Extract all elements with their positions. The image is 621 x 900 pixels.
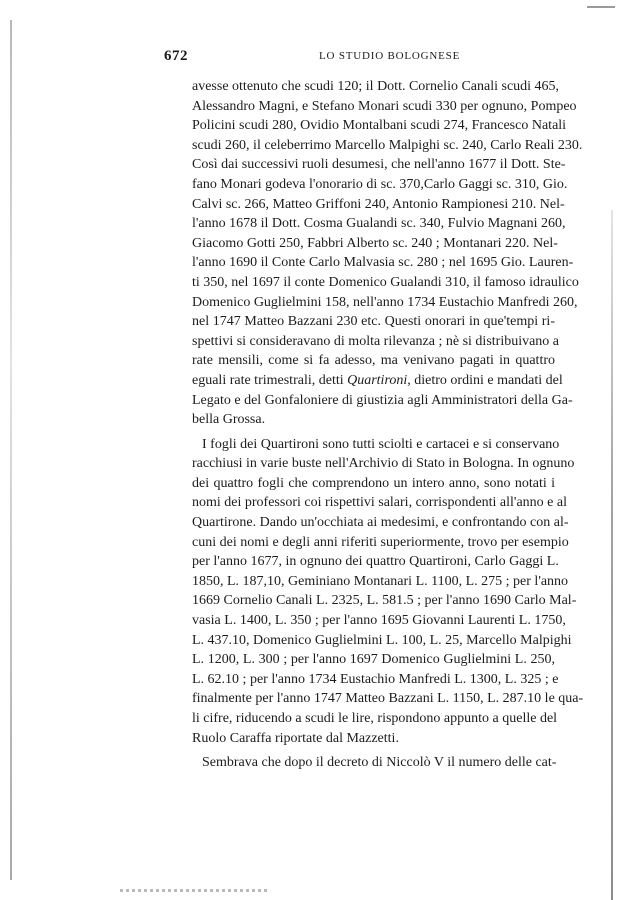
text-line: Legato e del Gonfaloniere di giustizia agli Amministratori della Ga- [192,392,573,408]
text-line: finalmente per l'anno 1747 Matteo Bazzani L. 1150, L. 287.10 le qua- [192,691,584,707]
text-line: vasia L. 1400, L. 350 ; per l'anno 1695 Giovanni Laurenti L. 1750, [192,613,566,629]
text-line: 1850, L. 187,10, Geminiano Montanari L. 1100, L. 275 ; per l'anno [192,573,569,589]
text-line: nomi dei professori coi rispettivi salari, corrispondenti all'anno e al [192,495,567,511]
text-line: Sembrava che dopo il decreto di Niccolò V il numero delle cat- [202,755,557,771]
page-header [164,48,554,66]
text-line: Alessandro Magni, e Stefano Monari scudi 330 per ognuno, Pompeo [192,98,577,114]
text-line: fano Monari godeva l'onorario di sc. 370,Carlo Gaggi sc. 310, Gio. [192,176,568,192]
text-line: Domenico Guglielmini 158, nell'anno 1734 Eustachio Manfredi 260, [192,294,578,310]
text-line: per l'anno 1677, in ognuno dei quattro Quartironi, Carlo Gaggi L. [192,554,559,570]
text-line: Policini scudi 280, Ovidio Montalbani scudi 274, Francesco Natali [192,118,567,134]
body-text [192,77,584,773]
text-line: 1669 Cornelio Canali L. 2325, L. 581.5 ; per l'anno 1690 Carlo Mal- [192,593,577,609]
corner-mark [587,6,615,8]
text-line: Quartirone. Dando un'occhiata ai medesimi, e confrontando con al- [192,515,569,531]
text-line: dei quattro fogli che comprendono un intero anno, sono notati i [192,475,555,491]
text-segment: eguali rate trimestrali, detti [192,372,344,388]
text-line: avesse ottenuto che scudi 120; il Dott. Cornelio Canali scudi 465, [192,79,560,94]
text-line-mixed [192,371,563,391]
text-line: li cifre, riducendo a scudi le lire, rispondono appunto a quelle del [192,711,558,726]
text-line: l'anno 1690 il Conte Carlo Malvasia sc. 280 ; nel 1695 Gio. Lauren- [192,255,574,271]
text-line: L. 1200, L. 300 ; per l'anno 1697 Domenico Guglielmini L. 250, [192,652,555,668]
text-line: Ruolo Caraffa riportate dal Mazzetti. [192,730,399,746]
text-line: nel 1747 Matteo Bazzani 230 etc. Questi onorari in que'tempi ri- [192,314,555,330]
text-line: Calvi sc. 266, Matteo Griffoni 240, Antonio Rampionesi 210. Nel- [192,196,565,212]
italic-term: Quartironi, [347,372,411,388]
text-line: l'anno 1678 il Dott. Cosma Gualandi sc. 340, Fulvio Magnani 260, [192,216,566,232]
text-line: rate mensili, come si fa adesso, ma venivano pagati in quattro [192,353,555,369]
text-line: racchiusi in varie buste nell'Archivio di Stato in Bologna. In ognuno [192,456,575,472]
text-line: cuni dei nomi e degli anni riferiti superiormente, trovo per esempio [192,534,569,550]
text-line: ti 350, nel 1697 il conte Domenico Gualandi 310, il famoso idraulico [192,274,579,290]
bottom-smudge [120,889,270,892]
text-line: bella Grossa. [192,412,266,428]
page-edge-left [10,20,12,880]
text-line: spettivi si consideravano di molta rilevanza ; nè si distribuivano a [192,333,560,349]
running-title: LO STUDIO BOLOGNESE [319,50,461,62]
page-edge-right [611,210,613,900]
text-line: scudi 260, il celeberrimo Marcello Malpighi sc. 240, Carlo Reali 230. [192,137,583,153]
text-line: I fogli dei Quartironi sono tutti sciolti e cartacei e si conservano [202,436,560,452]
text-line: Così dai successivi ruoli desumesi, che nell'anno 1677 il Dott. Ste- [192,157,566,173]
text-line: L. 437.10, Domenico Guglielmini L. 100, L. 25, Marcello Malpighi [192,632,572,648]
text-segment: dietro ordini e mandati del [410,372,563,388]
text-line: L. 62.10 ; per l'anno 1734 Eustachio Manfredi L. 1300, L. 325 ; e [192,671,559,687]
text-line: Giacomo Gotti 250, Fabbri Alberto sc. 240 ; Montanari 220. Nel- [192,235,558,251]
page-number: 672 [164,48,188,64]
